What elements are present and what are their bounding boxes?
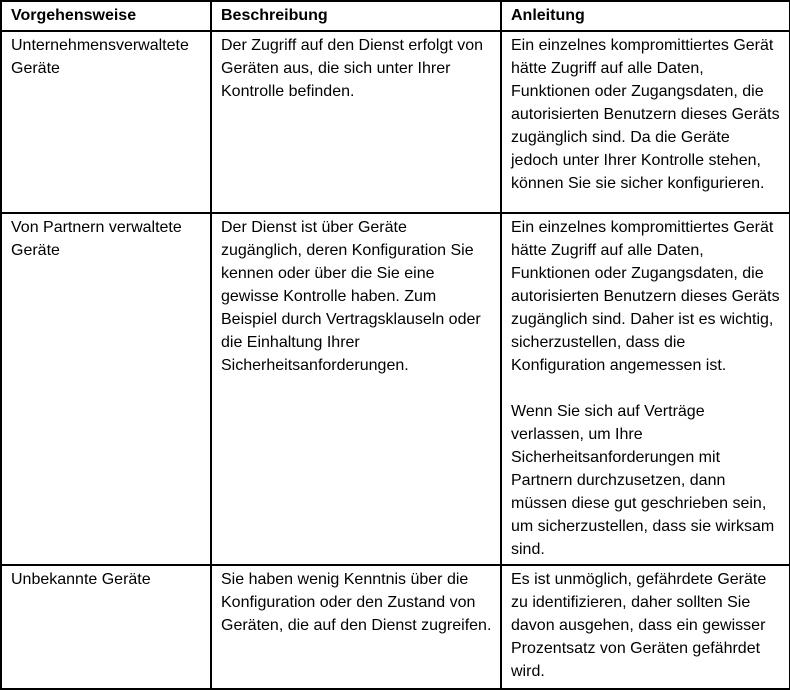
column-header-vorgehensweise: Vorgehensweise [1,1,211,31]
cell-vorgehensweise: Unternehmensverwaltete Geräte [1,31,211,213]
table-header-row [1,1,790,31]
anleitung-paragraph: Es ist unmöglich, gefährdete Geräte zu identifizieren, daher sollten Sie davon ausgehen, dass ein gewisser Prozentsatz von Geräten gefährdet wird. [511,571,767,680]
table-row [1,31,790,213]
cell-vorgehensweise: Unbekannte Geräte [1,565,211,689]
cell-anleitung [501,31,790,213]
anleitung-paragraph: Ein einzelnes kompromittiertes Gerät hätte Zugriff auf alle Daten, Funktionen oder Zugangsdaten, die autorisierten Benutzern dieses Geräts zugänglich sind. Daher ist es wichtig, sicherzustellen, dass die Konfiguration angemessen ist. [511,219,780,374]
cell-beschreibung: Der Dienst ist über Geräte zugänglich, deren Konfiguration Sie kennen oder über die Sie eine gewisse Kontrolle haben. Zum Beispiel durch Vertragsklauseln oder die Einhaltung Ihrer Sicherheitsanforderungen. [211,213,501,565]
cell-vorgehensweise: Von Partnern verwaltete Geräte [1,213,211,565]
anleitung-paragraph: Ein einzelnes kompromittiertes Gerät hätte Zugriff auf alle Daten, Funktionen oder Zugangsdaten, die autorisierten Benutzern dieses Geräts zugänglich sind. Da die Geräte jedoch unter Ihrer Kontrolle stehen, können Sie sie sicher konfigurieren. [511,37,780,192]
column-header-beschreibung: Beschreibung [211,1,501,31]
anleitung-paragraph: Wenn Sie sich auf Verträge verlassen, um Ihre Sicherheitsanforderungen mit Partnern durchzusetzen, dann müssen diese gut geschrieben sein, um sicherzustellen, dass sie wirksam sind. [511,403,775,558]
table-row [1,213,790,565]
cell-beschreibung: Der Zugriff auf den Dienst erfolgt von Geräten aus, die sich unter Ihrer Kontrolle befinden. [211,31,501,213]
cell-beschreibung: Sie haben wenig Kenntnis über die Konfiguration oder den Zustand von Geräten, die auf den Dienst zugreifen. [211,565,501,689]
cell-anleitung [501,213,790,565]
column-header-anleitung: Anleitung [501,1,790,31]
cell-anleitung [501,565,790,689]
table-row [1,565,790,689]
